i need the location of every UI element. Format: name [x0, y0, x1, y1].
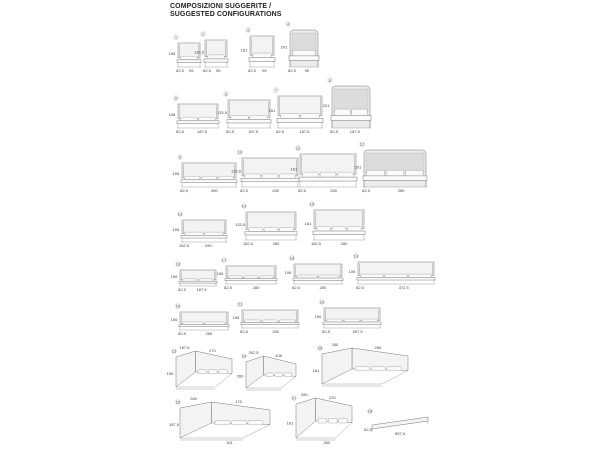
dimension-label: 280: [374, 345, 382, 350]
dimension-label: 161: [286, 420, 294, 426]
configuration-number: 1: [174, 34, 178, 40]
dimension-label: 133,5: [234, 222, 246, 227]
dimension-label: 187,5: [299, 129, 310, 134]
dimension-label: 280: [397, 188, 405, 193]
dimension-label: 162,5: [178, 243, 190, 248]
configuration-9: [173, 154, 237, 193]
dimension-label: 280: [319, 285, 327, 290]
dimension-label: 82,5: [240, 188, 248, 193]
configuration-number: 7: [274, 87, 278, 93]
configuration-number: 10: [237, 149, 243, 155]
configuration-23: [167, 345, 232, 389]
dimension-label: 82,5: [292, 285, 300, 290]
dimension-label: 162,5: [310, 241, 322, 246]
configuration-14: [235, 203, 297, 246]
configuration-number: 13: [177, 211, 183, 217]
dimension-label: 175: [235, 399, 242, 404]
dimension-label: 82,5: [203, 68, 211, 73]
dimension-label: 106: [216, 271, 224, 276]
dimension-label: 187,5: [168, 422, 180, 427]
configuration-2: [194, 31, 228, 73]
configuration-number: 15: [309, 201, 315, 207]
dimension-label: 280: [340, 241, 348, 246]
configuration-13: [173, 211, 227, 248]
configuration-number: 4: [286, 21, 290, 27]
configuration-number: 12: [359, 141, 365, 147]
dimension-label: 201: [322, 103, 330, 108]
dimension-label: 162,5: [242, 241, 254, 246]
dimension-label: 280: [190, 396, 197, 401]
configuration-number: 24: [241, 353, 247, 359]
dimension-label: 106: [348, 269, 356, 274]
configuration-number: 25: [317, 345, 323, 351]
dimension-label: 106: [170, 317, 178, 322]
configuration-number: 27: [291, 395, 297, 401]
configuration-17: [217, 257, 277, 290]
dimension-label: 82,5: [330, 129, 338, 134]
dimension-label: 106: [166, 371, 174, 376]
dimension-label: 161: [268, 108, 276, 113]
configuration-16: [171, 261, 217, 292]
dimension-label: 187,5: [179, 345, 190, 350]
heading-english: SUGGESTED CONFIGURATIONS: [170, 11, 282, 18]
dimension-label: 82,5: [362, 188, 370, 193]
dimension-label: 106: [232, 315, 240, 320]
configuration-number: 11: [295, 145, 301, 151]
dimension-label: 161: [304, 221, 312, 226]
dimension-label: 220: [329, 395, 336, 400]
dimension-label: 280: [211, 188, 218, 193]
dimension-label: 161: [240, 47, 248, 53]
heading-italian: COMPOSIZIONI SUGGERITE /: [170, 3, 272, 10]
configuration-number: 16: [175, 261, 181, 267]
configuration-6: [217, 91, 271, 134]
dimension-label: 95: [188, 68, 194, 73]
dimension-label: 82,5: [180, 188, 188, 193]
configuration-number: 18: [289, 255, 295, 261]
configuration-number: 23: [171, 348, 177, 354]
dimension-label: 82,5: [226, 129, 234, 134]
configuration-number: 21: [237, 301, 243, 307]
dimension-label: 557,5: [394, 431, 406, 436]
dimension-label: 187,5: [248, 129, 259, 134]
configuration-15: [305, 201, 365, 246]
configuration-19: [349, 253, 435, 290]
dimension-label: 82,5: [288, 68, 296, 73]
dimension-label: 260: [331, 342, 339, 347]
configuration-number: 8: [328, 77, 332, 83]
configuration-21: [233, 301, 299, 334]
dimension-label: 187,5: [349, 129, 360, 134]
dimension-label: 106: [168, 112, 176, 117]
dimension-label: 557,5: [352, 329, 363, 334]
configuration-number: 3: [246, 27, 250, 33]
dimension-label: 280: [272, 241, 280, 246]
dimension-label: 133,5: [230, 168, 242, 174]
dimension-label: 280: [272, 329, 279, 334]
configuration-number: 20: [175, 303, 181, 309]
configuration-5: [169, 95, 219, 134]
configuration-number: 5: [174, 95, 178, 101]
configuration-3: [241, 27, 275, 73]
configuration-number: 26: [175, 399, 181, 405]
dimension-label: 267,5: [248, 350, 259, 355]
dimension-label: 260: [236, 373, 244, 379]
dimension-label: 82,5: [276, 129, 284, 134]
configuration-8: [323, 77, 371, 134]
configuration-number: 17: [221, 257, 227, 263]
configuration-10: [231, 149, 299, 193]
dimension-label: 133,5: [193, 49, 205, 55]
dimension-label: 106: [168, 51, 176, 56]
dimension-label: 201: [354, 164, 362, 170]
configuration-4: [281, 21, 319, 73]
configuration-number: 22: [319, 299, 325, 305]
dimension-label: 133,5: [216, 110, 228, 115]
dimension-label: 82,5: [176, 68, 184, 73]
configuration-number: 6: [224, 91, 228, 97]
configuration-number: 19: [353, 253, 359, 259]
configuration-number: 14: [241, 203, 247, 209]
dimension-label: 187,5: [196, 287, 207, 292]
dimension-label: 82,5: [176, 129, 184, 134]
dimension-label: 82,5: [298, 188, 306, 193]
dimension-label: 280: [330, 188, 337, 193]
dimension-label: 280: [205, 331, 213, 336]
configuration-18: [285, 255, 343, 290]
configuration-22: [315, 299, 381, 334]
dimension-label: 106: [172, 227, 180, 232]
dimension-label: 82,5: [248, 68, 256, 73]
dimension-label: 95: [304, 68, 310, 73]
dimension-label: 82,5: [178, 287, 186, 292]
dimension-label: 161: [312, 368, 320, 373]
dimension-label: 82,5: [356, 285, 364, 290]
dimension-label: 280: [205, 243, 212, 248]
dimension-label: 201: [280, 44, 288, 50]
configuration-11: [291, 145, 357, 193]
dimension-label: 82,5: [178, 331, 186, 336]
configuration-20: [171, 303, 229, 336]
dimension-label: 270: [209, 348, 216, 353]
dimension-label: 260: [323, 440, 331, 445]
configuration-number: 28: [367, 408, 373, 414]
configuration-28: [364, 408, 428, 436]
dimension-label: 106: [275, 353, 282, 358]
configuration-number: 9: [178, 154, 182, 160]
dimension-label: 95: [215, 68, 221, 73]
dimension-label: 82,5: [322, 329, 330, 334]
configuration-26: [169, 396, 270, 445]
dimension-label: 106: [284, 270, 292, 275]
dimension-label: 161: [226, 440, 233, 445]
page-heading: [170, 3, 282, 19]
dimension-label: 95: [262, 68, 267, 73]
configuration-27: [287, 392, 352, 445]
dimension-label: 106: [172, 171, 180, 176]
dimension-label: 280: [252, 285, 260, 290]
dimension-label: 187,5: [196, 129, 208, 134]
dimension-label: 372,5: [398, 285, 409, 290]
dimension-label: 280: [272, 188, 279, 193]
dimension-label: 280: [301, 392, 308, 397]
configuration-25: [313, 342, 408, 386]
configuration-number: 2: [201, 31, 205, 37]
configuration-12: [355, 141, 427, 193]
dimension-label: 161: [290, 166, 298, 172]
dimension-label: 82,5: [364, 427, 372, 432]
dimension-label: 82,5: [240, 329, 248, 334]
dimension-label: 82,5: [224, 285, 232, 290]
dimension-label: 106: [170, 274, 178, 279]
dimension-label: 106: [314, 314, 322, 319]
configuration-24: [237, 350, 296, 390]
configuration-7: [269, 87, 323, 134]
